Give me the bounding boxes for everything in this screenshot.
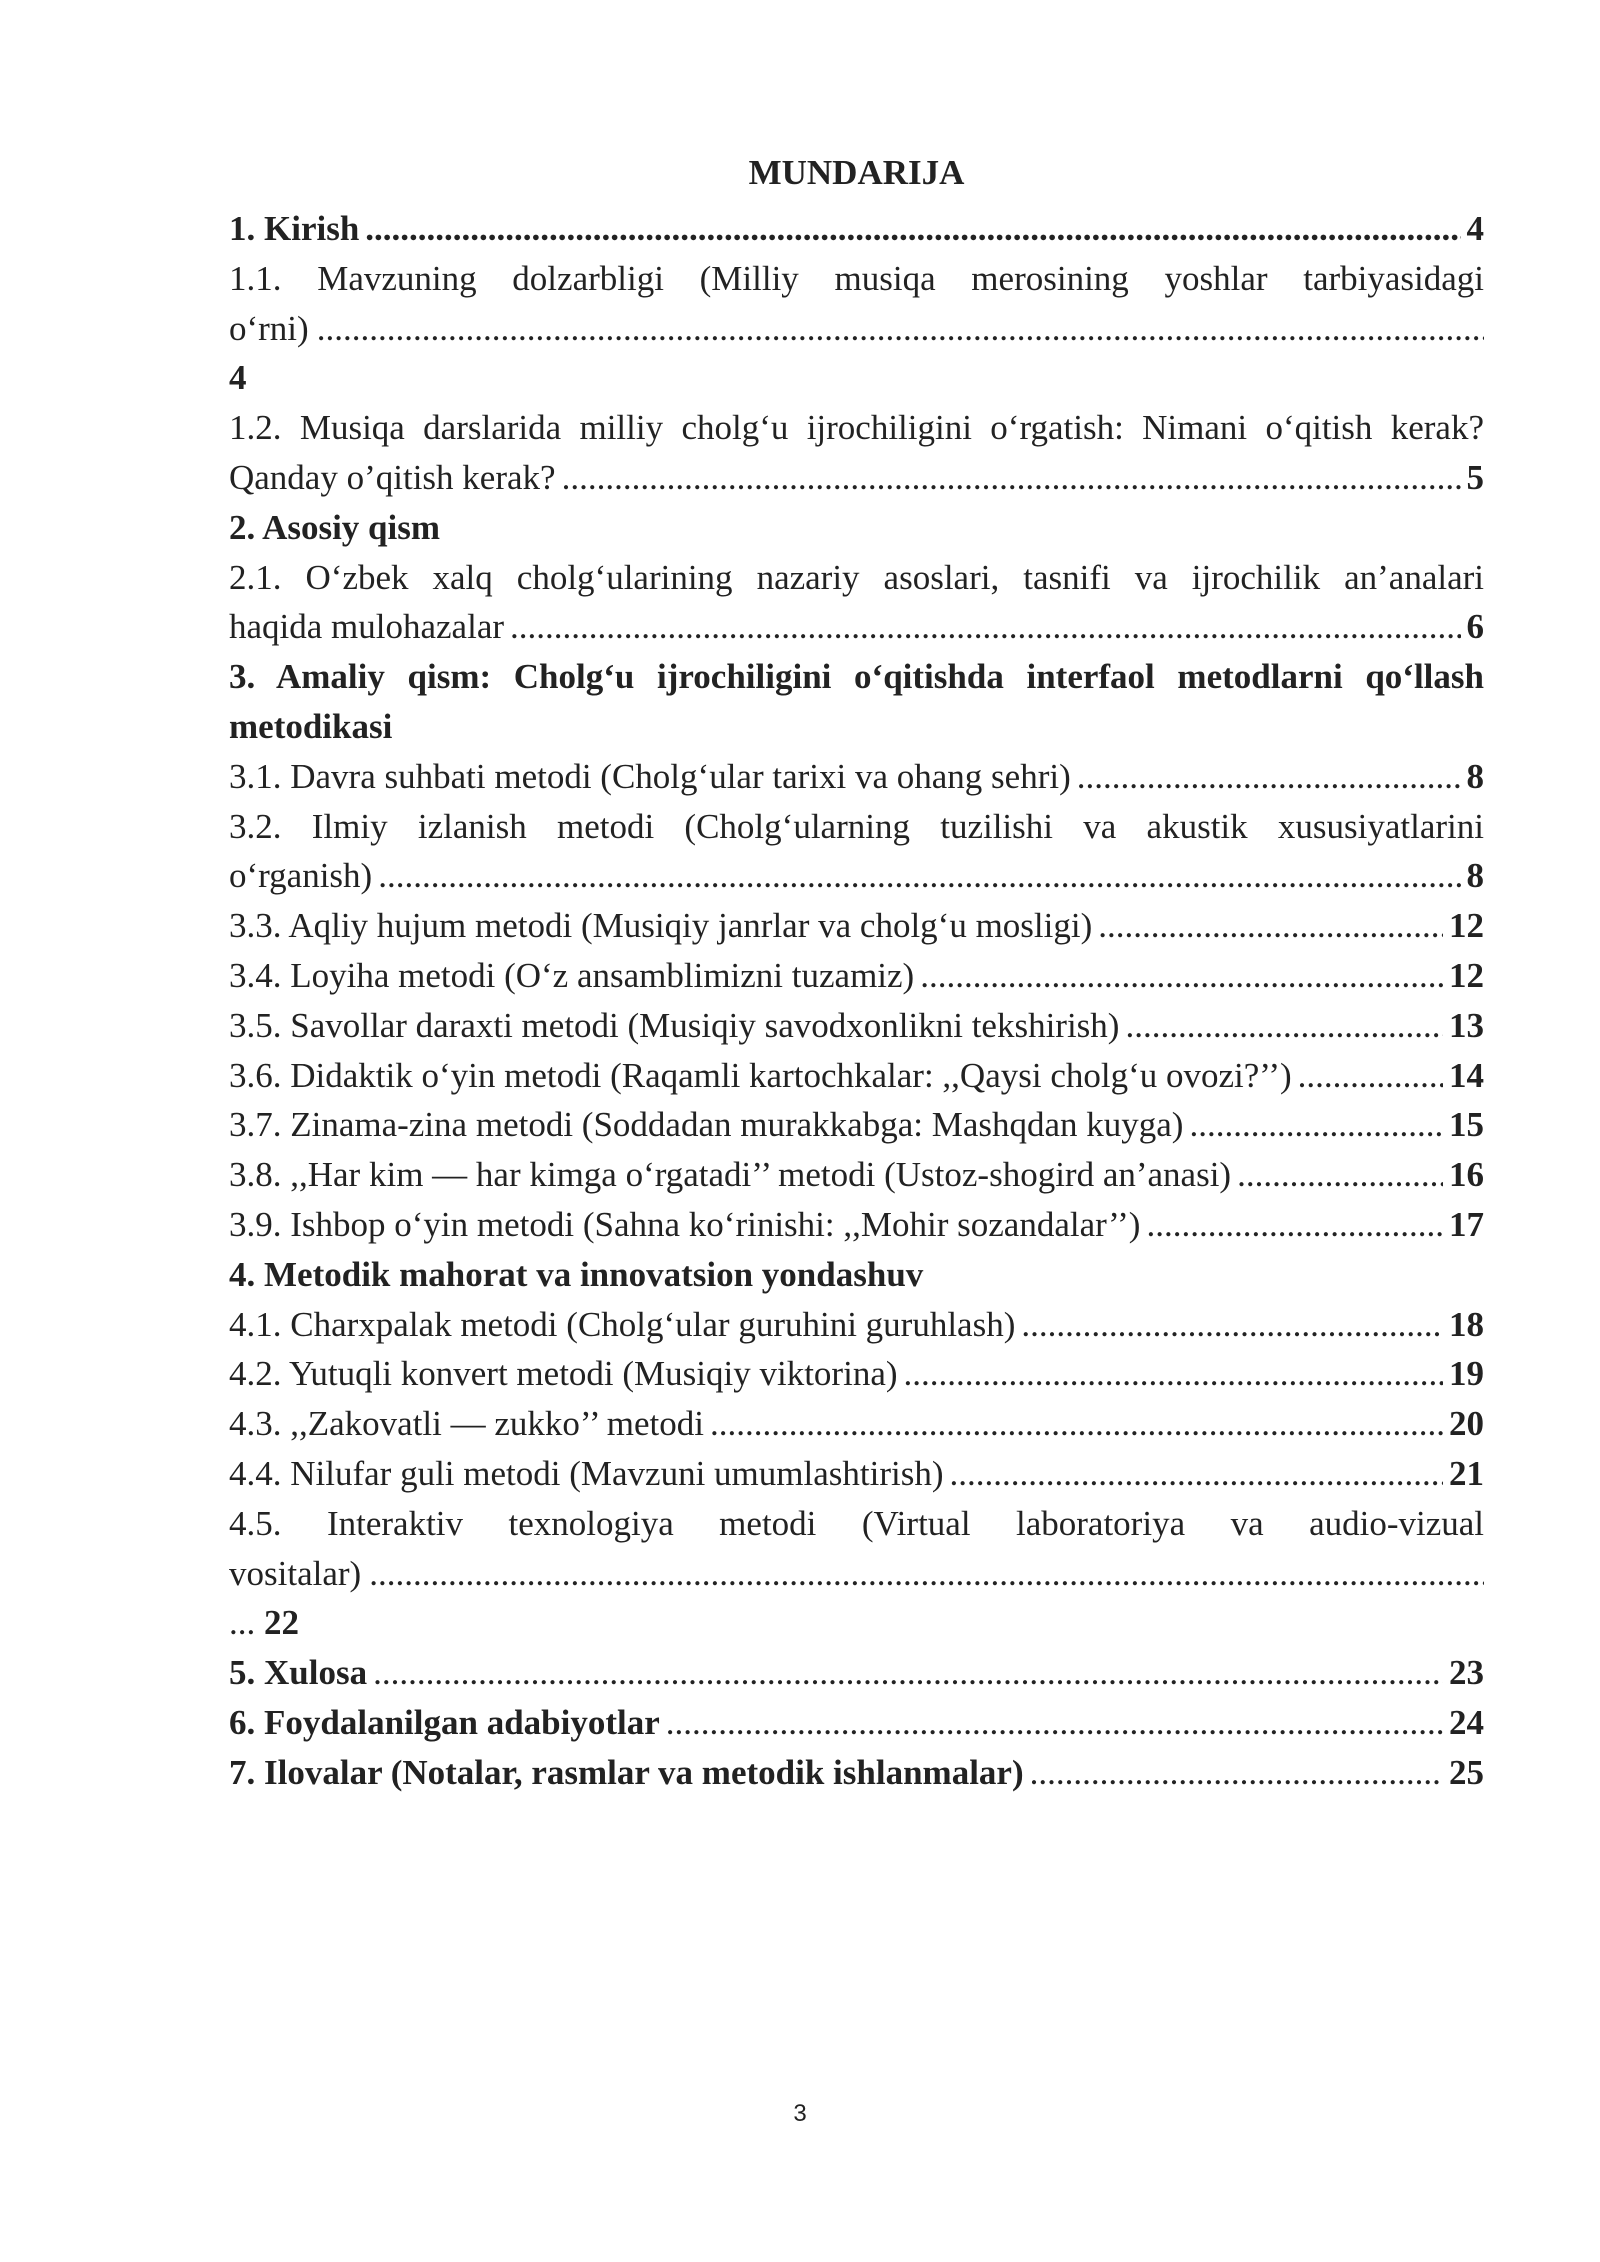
dot-leader bbox=[1030, 1748, 1443, 1798]
page-number: 3 bbox=[793, 2100, 807, 2127]
toc-entry-label: 4.3. ,,Zakovatli — zukko’’ metodi bbox=[229, 1404, 704, 1444]
toc-entry-4-5[interactable] bbox=[229, 1499, 1484, 1648]
toc-page-number: 4 bbox=[229, 358, 247, 398]
toc-entry-label: 4.2. Yutuqli konvert metodi (Musiqiy viktorina) bbox=[229, 1354, 898, 1394]
toc-section-5[interactable] bbox=[229, 1648, 1484, 1698]
dot-leader-prefix: ... bbox=[229, 1603, 256, 1643]
toc-entry-label-line3 bbox=[229, 1598, 1484, 1648]
toc-page-number: 20 bbox=[1449, 1404, 1484, 1444]
toc-entry-label: 3.6. Didaktik o‘yin metodi (Raqamli kartochkalar: ,,Qaysi cholg‘u ovozi?’’) bbox=[229, 1055, 1292, 1095]
dot-leader bbox=[1098, 901, 1443, 951]
toc-entry-label: 4.4. Nilufar guli metodi (Mavzuni umumlashtirish) bbox=[229, 1453, 944, 1493]
toc-entry-label: 4.1. Charxpalak metodi (Cholg‘ular guruhini guruhlash) bbox=[229, 1304, 1016, 1344]
toc-entry-label-line2: o‘rganish) bbox=[229, 856, 373, 896]
toc-page-number: 15 bbox=[1449, 1105, 1484, 1145]
toc-entry-1-1[interactable] bbox=[229, 254, 1484, 403]
toc-entry-3-9[interactable] bbox=[229, 1200, 1484, 1250]
toc-entry-label: 3.7. Zinama-zina metodi (Soddadan murakkabga: Mashqdan kuyga) bbox=[229, 1105, 1184, 1145]
toc-page-number: 12 bbox=[1449, 955, 1484, 995]
toc-section-3[interactable] bbox=[229, 652, 1484, 752]
toc-section-7[interactable] bbox=[229, 1748, 1484, 1798]
toc-page-number: 18 bbox=[1449, 1304, 1484, 1344]
dot-leader bbox=[1237, 1150, 1443, 1200]
toc-entry-4-3[interactable] bbox=[229, 1399, 1484, 1449]
toc-entry-label-line1: 1.2. Musiqa darslarida milliy cholg‘u ijrochiligini o‘rgatish: Nimani o‘qitish kerak? bbox=[229, 408, 1484, 448]
toc-section-2[interactable]: 2. Asosiy qism bbox=[229, 507, 441, 547]
toc-section-label-line1: 3. Amaliy qism: Cholg‘u ijrochiligini o‘qitishda interfaol metodlarni qo‘llash bbox=[229, 657, 1484, 697]
toc-page-number: 12 bbox=[1449, 906, 1484, 946]
toc-entry-label-line2: haqida mulohazalar bbox=[229, 607, 505, 647]
toc-entry-2-1[interactable] bbox=[229, 553, 1484, 653]
toc-entry-label: 1. Kirish bbox=[229, 209, 360, 248]
toc-page-number: 8 bbox=[1466, 856, 1484, 896]
toc-section-4[interactable]: 4. Metodik mahorat va innovatsion yondashuv bbox=[229, 1254, 924, 1294]
toc-entry-label-text: o‘rni) bbox=[229, 308, 309, 348]
toc-entry-label-line1: 2.1. O‘zbek xalq cholg‘ularining nazariy asoslari, tasnifi va ijrochilik an’analari bbox=[229, 557, 1484, 597]
toc-page-number: 8 bbox=[1466, 756, 1484, 796]
toc-page-number: 13 bbox=[1449, 1005, 1484, 1045]
toc-entry-label: 5. Xulosa bbox=[229, 1653, 368, 1693]
toc-page-number: 16 bbox=[1449, 1155, 1484, 1195]
dot-leader bbox=[369, 1554, 1484, 1593]
toc-entry-label: 3.9. Ishbop o‘yin metodi (Sahna ko‘rinishi: ,,Mohir sozandalar’’) bbox=[229, 1204, 1141, 1244]
dot-leader bbox=[666, 1698, 1443, 1748]
toc-entry-label: 3.1. Davra suhbati metodi (Cholg‘ular tarixi va ohang sehri) bbox=[229, 756, 1071, 796]
toc-entry-4-1[interactable] bbox=[229, 1300, 1484, 1350]
table-of-contents bbox=[229, 204, 1484, 1798]
dot-leader bbox=[1189, 1100, 1443, 1150]
toc-page-number: 14 bbox=[1449, 1055, 1484, 1095]
document-page bbox=[229, 148, 1484, 1798]
toc-section-label-line2: metodikasi bbox=[229, 706, 393, 746]
toc-entry-1[interactable] bbox=[229, 204, 1484, 254]
dot-leader bbox=[1298, 1051, 1443, 1101]
dot-leader bbox=[365, 204, 1460, 254]
toc-title: MUNDARIJA bbox=[748, 153, 965, 192]
toc-section-6[interactable] bbox=[229, 1698, 1484, 1748]
toc-entry-label-line2: Qanday o’qitish kerak? bbox=[229, 457, 556, 497]
toc-entry-3-7[interactable] bbox=[229, 1100, 1484, 1150]
toc-entry-label: 3.5. Savollar daraxti metodi (Musiqiy savodxonlikni tekshirish) bbox=[229, 1005, 1120, 1045]
dot-leader bbox=[1021, 1300, 1443, 1350]
dot-leader bbox=[317, 309, 1484, 348]
toc-page-number: 19 bbox=[1449, 1354, 1484, 1394]
toc-entry-3-5[interactable] bbox=[229, 1001, 1484, 1051]
toc-entry-4-2[interactable] bbox=[229, 1349, 1484, 1399]
toc-entry-3-8[interactable] bbox=[229, 1150, 1484, 1200]
toc-entry-3-6[interactable] bbox=[229, 1051, 1484, 1101]
dot-leader bbox=[1146, 1200, 1443, 1250]
toc-entry-label: 6. Foydalanilgan adabiyotlar bbox=[229, 1702, 660, 1742]
toc-entry-label-line1: 3.2. Ilmiy izlanish metodi (Cholg‘ularning tuzilishi va akustik xususiyatlarini bbox=[229, 806, 1484, 846]
dot-leader bbox=[562, 453, 1461, 503]
dot-leader bbox=[1077, 752, 1461, 802]
toc-entry-1-2[interactable] bbox=[229, 403, 1484, 503]
toc-entry-label-line2 bbox=[229, 1549, 1484, 1599]
toc-entry-4-4[interactable] bbox=[229, 1449, 1484, 1499]
toc-entry-3-4[interactable] bbox=[229, 951, 1484, 1001]
toc-entry-label-text: vositalar) bbox=[229, 1553, 362, 1593]
toc-page-number: 22 bbox=[264, 1603, 299, 1643]
toc-page-number: 25 bbox=[1449, 1752, 1484, 1792]
toc-entry-label: 7. Ilovalar (Notalar, rasmlar va metodik ishlanmalar) bbox=[229, 1752, 1024, 1792]
dot-leader bbox=[373, 1648, 1443, 1698]
toc-entry-label: 3.3. Aqliy hujum metodi (Musiqiy janrlar va cholg‘u mosligi) bbox=[229, 906, 1093, 946]
toc-page-number: 24 bbox=[1449, 1702, 1484, 1742]
toc-entry-3-1[interactable] bbox=[229, 752, 1484, 802]
toc-page-number: 6 bbox=[1466, 607, 1484, 647]
toc-entry-label: 3.8. ,,Har kim — har kimga o‘rgatadi’’ metodi (Ustoz-shogird an’anasi) bbox=[229, 1155, 1232, 1195]
dot-leader bbox=[1125, 1001, 1443, 1051]
dot-leader bbox=[510, 602, 1460, 652]
toc-entry-label-line1: 4.5. Interaktiv texnologiya metodi (Virtual laboratoriya va audio-vizual bbox=[229, 1503, 1484, 1543]
toc-page-number: 21 bbox=[1449, 1453, 1484, 1493]
toc-entry-3-2[interactable] bbox=[229, 802, 1484, 902]
dot-leader bbox=[710, 1399, 1443, 1449]
dot-leader bbox=[378, 851, 1460, 901]
toc-entry-label: 3.4. Loyiha metodi (O‘z ansamblimizni tuzamiz) bbox=[229, 955, 915, 995]
toc-page-number: 23 bbox=[1449, 1653, 1484, 1693]
toc-page-number: 4 bbox=[1466, 209, 1484, 248]
dot-leader bbox=[949, 1449, 1443, 1499]
toc-entry-label-line2 bbox=[229, 304, 1484, 354]
toc-entry-3-3[interactable] bbox=[229, 901, 1484, 951]
dot-leader bbox=[920, 951, 1443, 1001]
toc-page-number: 17 bbox=[1449, 1204, 1484, 1244]
toc-entry-label-line1: 1.1. Mavzuning dolzarbligi (Milliy musiqa merosining yoshlar tarbiyasidagi bbox=[229, 258, 1484, 298]
dot-leader bbox=[904, 1349, 1443, 1399]
toc-page-number: 5 bbox=[1466, 457, 1484, 497]
